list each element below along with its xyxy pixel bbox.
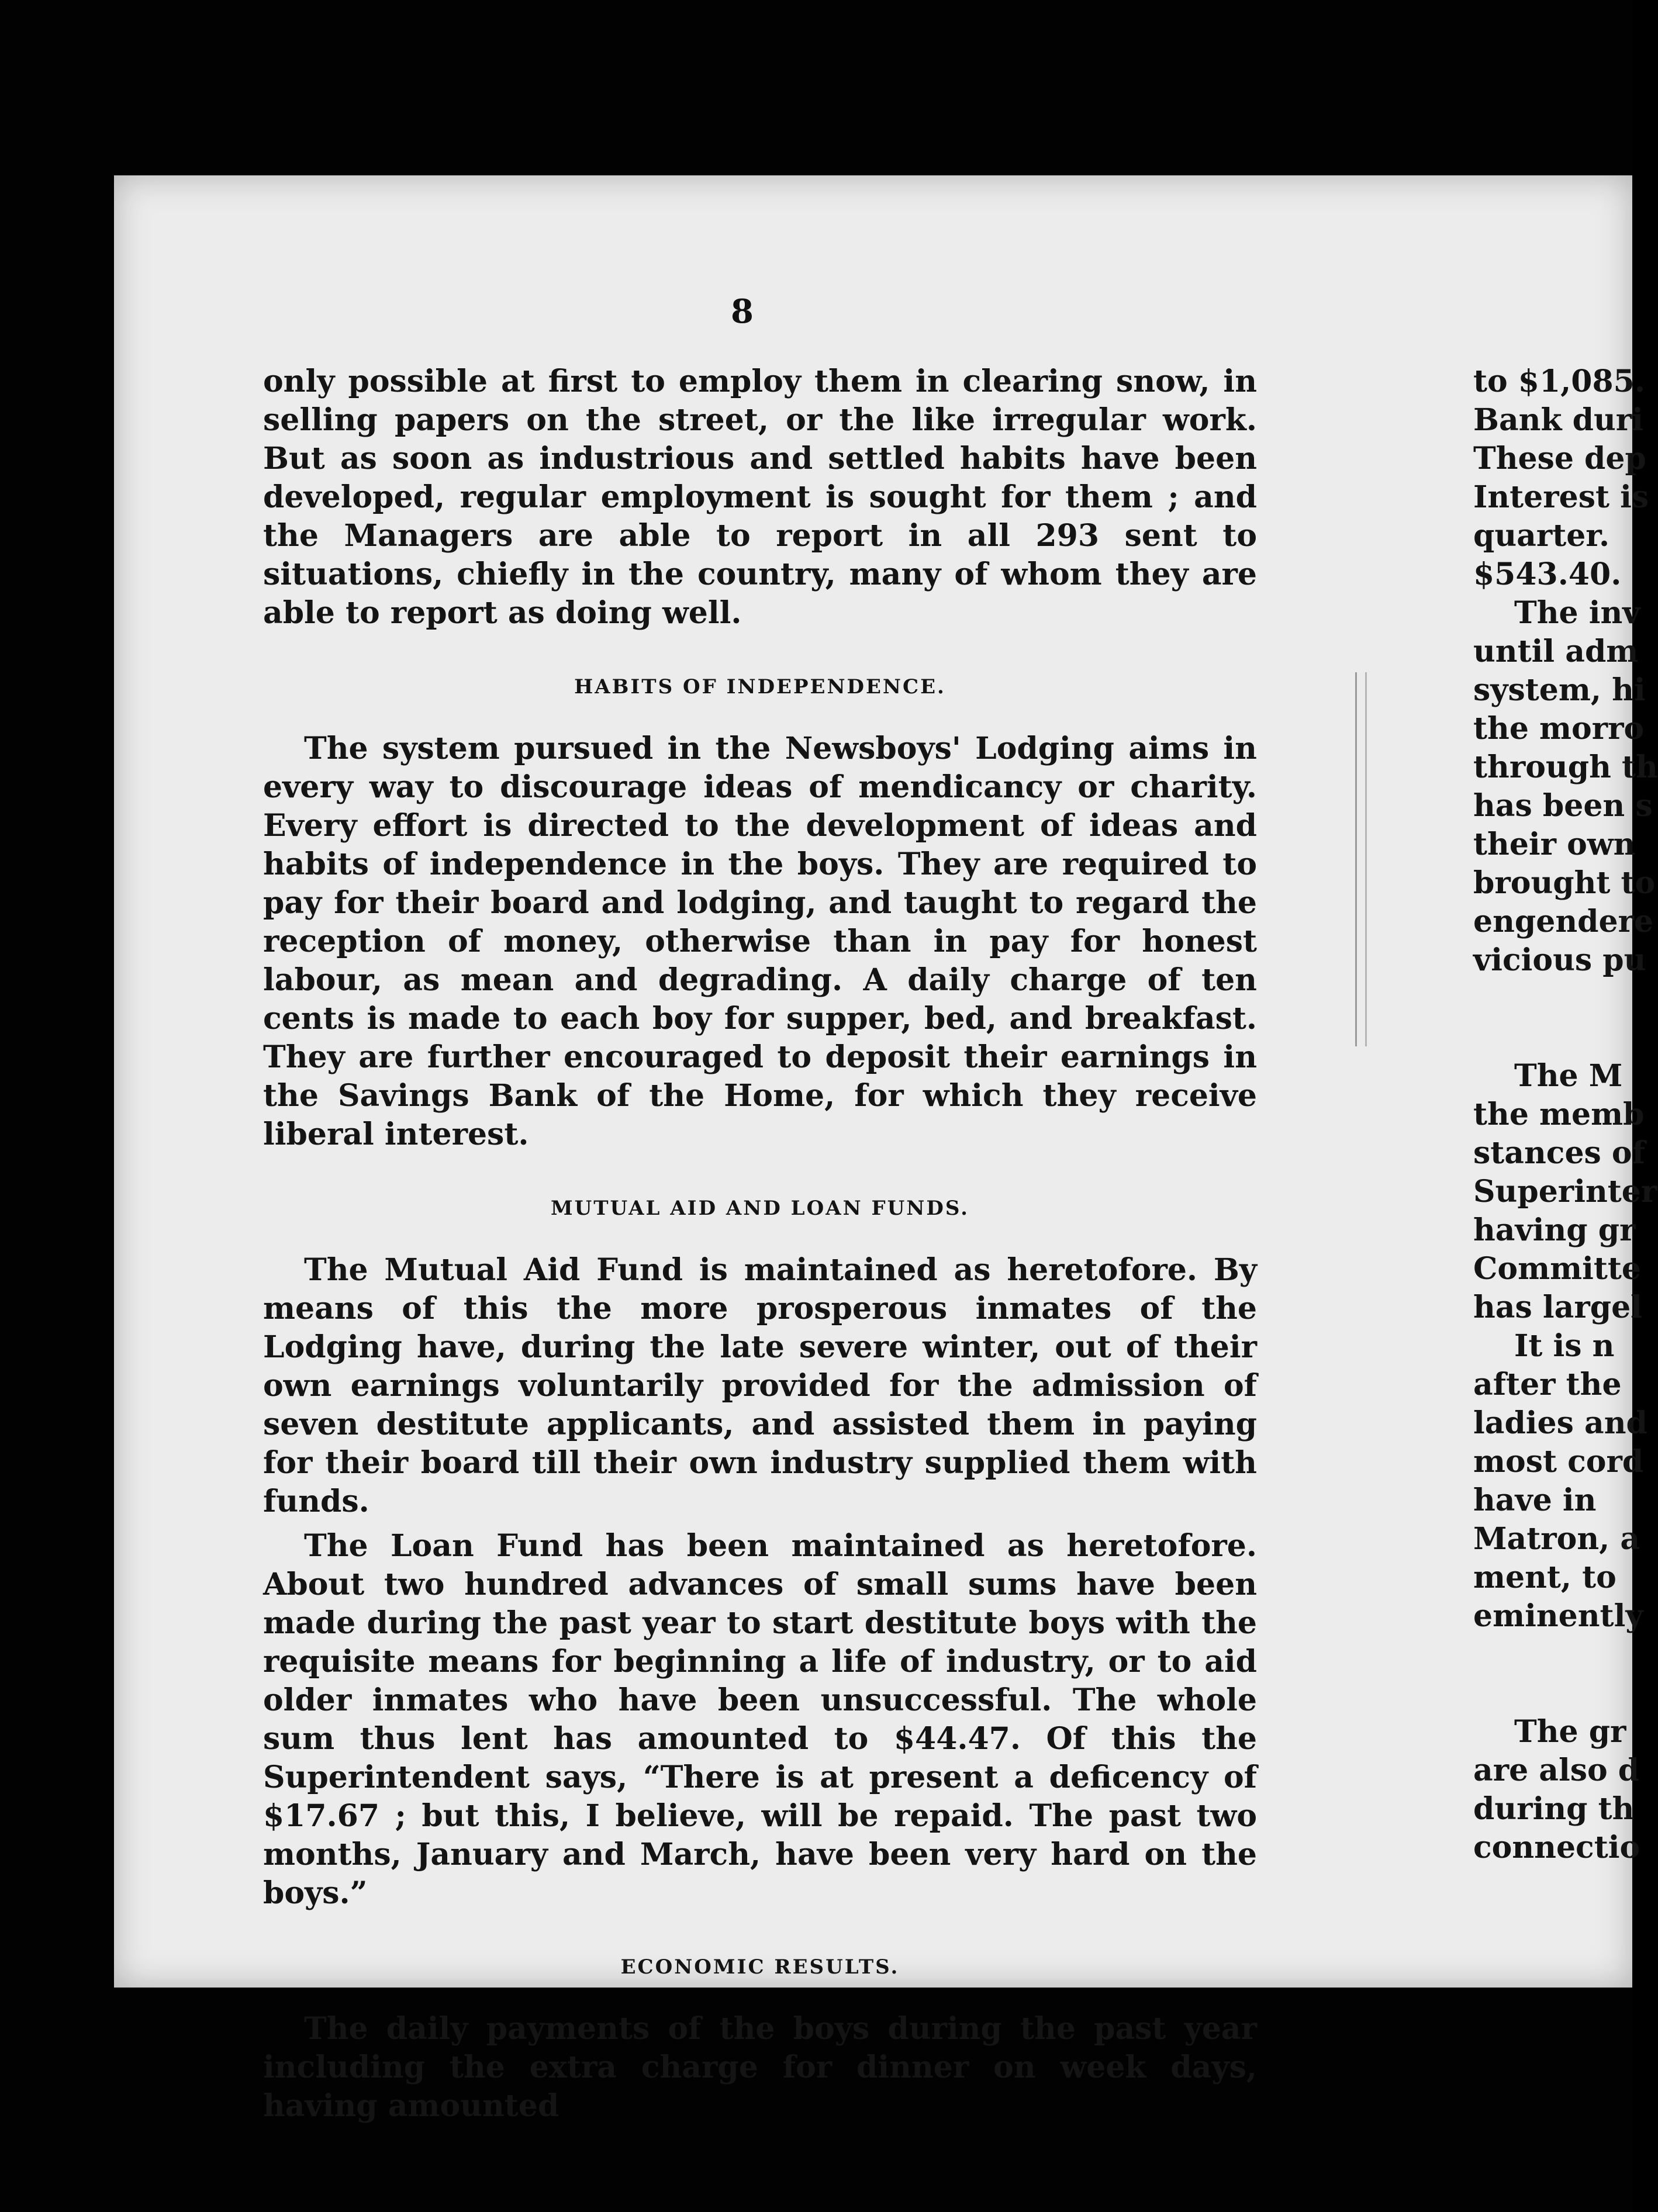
- right-line: during th: [1473, 1791, 1635, 1827]
- right-line: ment, to: [1473, 1560, 1616, 1595]
- right-line: Bank duri: [1473, 402, 1643, 438]
- left-column: [263, 362, 1257, 2131]
- right-line: connectio: [1473, 1830, 1640, 1865]
- right-line: engendere: [1473, 904, 1654, 939]
- right-line: eminently: [1473, 1598, 1643, 1634]
- right-line: has been s: [1473, 788, 1653, 824]
- right-column-fragment: [1473, 362, 1658, 1867]
- right-line: Matron, a: [1473, 1521, 1640, 1557]
- right-line: having gr: [1473, 1212, 1636, 1248]
- right-line: through th: [1473, 749, 1658, 785]
- right-line: have in: [1473, 1482, 1597, 1518]
- right-line: system, hi: [1473, 672, 1646, 708]
- book-spine: [1355, 672, 1367, 1046]
- right-line: Interest is: [1473, 479, 1649, 515]
- page-number: 8: [731, 292, 754, 331]
- right-line: Committe: [1473, 1251, 1641, 1287]
- right-line: These dep: [1473, 441, 1646, 476]
- right-line: vicious pu: [1473, 942, 1646, 978]
- section-heading-mutual-aid: MUTUAL AID AND LOAN FUNDS.: [550, 1197, 970, 1220]
- right-line: brought to: [1473, 865, 1656, 901]
- right-line: The M: [1514, 1058, 1623, 1094]
- paragraph-5: The daily payments of the boys during the past year including the extra charge for dinner on week days, having amounted: [263, 2011, 1257, 2124]
- right-line: after the: [1473, 1367, 1622, 1402]
- paragraph-1: only possible at first to employ them in clearing snow, in selling papers on the street, or the like irregular work. But as soon as industrious and settled habits have been developed, regular employment is sought for them ; and the Managers are able to report in all 293 sent to situations, chiefly in the country, many of whom they are able to report as doing well.: [263, 364, 1257, 631]
- right-line: are also d: [1473, 1753, 1640, 1788]
- right-line: the memb: [1473, 1097, 1645, 1132]
- section-heading-habits: HABITS OF INDEPENDENCE.: [574, 675, 946, 699]
- right-line: ladies and: [1473, 1405, 1647, 1441]
- right-line: stances of: [1473, 1135, 1645, 1171]
- right-line: until adm: [1473, 634, 1639, 669]
- right-line: most cord: [1473, 1444, 1644, 1480]
- paragraph-3: The Mutual Aid Fund is maintained as heretofore. By means of this the more prosperous inmates of the Lodging have, during the late severe winter, out of their own earnings voluntarily provided for the admission of seven destitute applicants, and assisted them in paying for their board till their own industry supplied them with funds.: [263, 1252, 1257, 1519]
- section-heading-economic: ECONOMIC RESULTS.: [620, 1955, 900, 1979]
- right-line: has largel: [1473, 1290, 1642, 1325]
- right-line: the morro: [1473, 711, 1645, 746]
- right-line: $543.40.: [1473, 557, 1622, 592]
- paragraph-4: The Loan Fund has been maintained as heretofore. About two hundred advances of small sums have been made during the past year to start destitute boys with the requisite means for beginning a life of industry, or to aid older inmates who have been unsuccessful. The whole sum thus lent has amounted to $44.47. Of this the Superintendent says, “There is at present a deficency of $17.67 ; but this, I believe, will be repaid. The past two months, January and March, have been very hard on the boys.”: [263, 1528, 1257, 1911]
- right-line: quarter.: [1473, 518, 1610, 554]
- right-line: It is n: [1514, 1328, 1615, 1364]
- right-line: to $1,085.: [1473, 364, 1645, 399]
- paragraph-2: The system pursued in the Newsboys' Lodging aims in every way to discourage ideas of mendicancy or charity. Every effort is directed to the development of ideas and habits of independence in the boys. They are required to pay for their board and lodging, and taught to regard the reception of money, otherwise than in pay for honest labour, as mean and degrading. A daily charge of ten cents is made to each boy for supper, bed, and breakfast. They are further encouraged to deposit their earnings in the Savings Bank of the Home, for which they receive liberal interest.: [263, 731, 1257, 1152]
- right-line: The gr: [1514, 1714, 1626, 1750]
- right-line: their own: [1473, 827, 1636, 862]
- right-line: The inv: [1514, 595, 1640, 631]
- right-line: Superinter: [1473, 1174, 1657, 1209]
